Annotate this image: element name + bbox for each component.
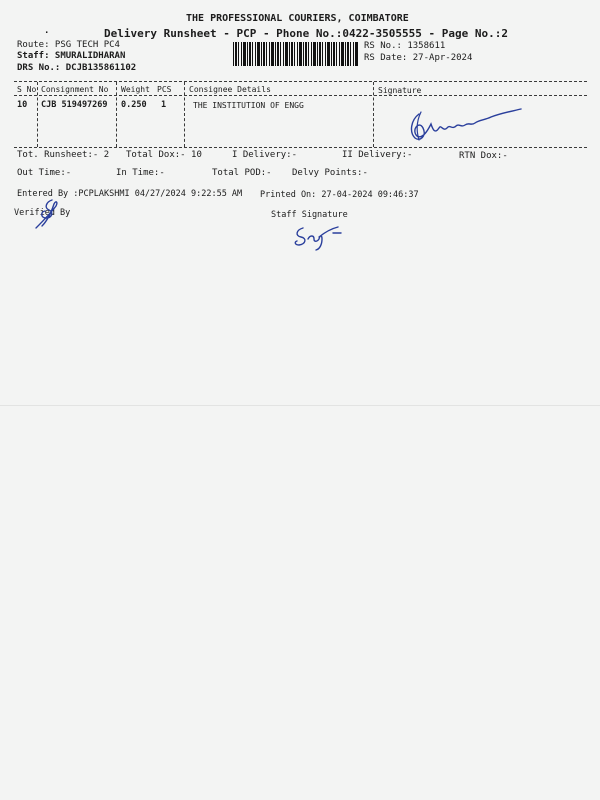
verifier-signature xyxy=(30,196,70,232)
table-top-rule xyxy=(14,81,587,82)
staff-signature xyxy=(292,223,348,251)
drs-number: DRS No.: DCJB135861102 xyxy=(17,63,137,73)
total-dox: Total Dox:- 10 xyxy=(126,150,202,160)
header-signature: Signature xyxy=(378,86,422,95)
runsheet-title: Delivery Runsheet - PCP - Phone No.:0422-3505555 - Page No.:2 xyxy=(104,27,508,40)
printed-on: Printed On: 27-04-2024 09:46:37 xyxy=(260,190,419,200)
header-pcs: PCS xyxy=(157,85,172,94)
receiver-signature xyxy=(405,106,530,146)
row-pcs: 1 xyxy=(161,100,167,110)
company-name: THE PROFESSIONAL COURIERS, COIMBATORE xyxy=(186,13,409,24)
barcode xyxy=(233,42,359,66)
header-weight: Weight xyxy=(121,85,150,94)
verified-by: Verified By xyxy=(14,208,71,218)
header-s-no: S No xyxy=(17,85,37,94)
column-divider xyxy=(116,82,117,147)
total-pod: Total POD:- xyxy=(212,168,272,178)
i-delivery: I Delivery:- xyxy=(232,150,298,160)
rs-number: RS No.: 1358611 xyxy=(364,41,446,51)
row-weight: 0.250 xyxy=(121,100,147,110)
row-consignment-no: CJB 519497269 xyxy=(41,100,108,110)
column-divider xyxy=(37,82,38,147)
row-consignee: THE INSTITUTION OF ENGG xyxy=(193,101,304,110)
staff-signature-label: Staff Signature xyxy=(271,210,348,220)
column-divider xyxy=(184,82,185,147)
paper-fold-line xyxy=(0,405,600,406)
route-label: Route: PSG TECH PC4 xyxy=(17,40,120,50)
in-time: In Time:- xyxy=(116,168,165,178)
row-s-no: 10 xyxy=(17,100,28,110)
out-time: Out Time:- xyxy=(17,168,72,178)
rs-date: RS Date: 27-Apr-2024 xyxy=(364,53,473,63)
header-consignment-no: Consignment No xyxy=(41,85,109,94)
corner-mark: . xyxy=(44,26,50,36)
table-header-rule xyxy=(14,95,587,96)
tot-runsheet: Tot. Runsheet:- 2 xyxy=(17,150,110,160)
entered-by: Entered By :PCPLAKSHMI 04/27/2024 9:22:55 AM xyxy=(17,189,243,199)
rtn-dox: RTN Dox:- xyxy=(459,151,508,161)
ii-delivery: II Delivery:- xyxy=(342,150,413,160)
table-bottom-rule xyxy=(14,147,587,148)
delvy-points: Delvy Points:- xyxy=(292,168,368,178)
column-divider xyxy=(373,82,374,147)
staff-label: Staff: SMURALIDHARAN xyxy=(17,51,126,61)
header-consignee: Consignee Details xyxy=(189,85,271,94)
